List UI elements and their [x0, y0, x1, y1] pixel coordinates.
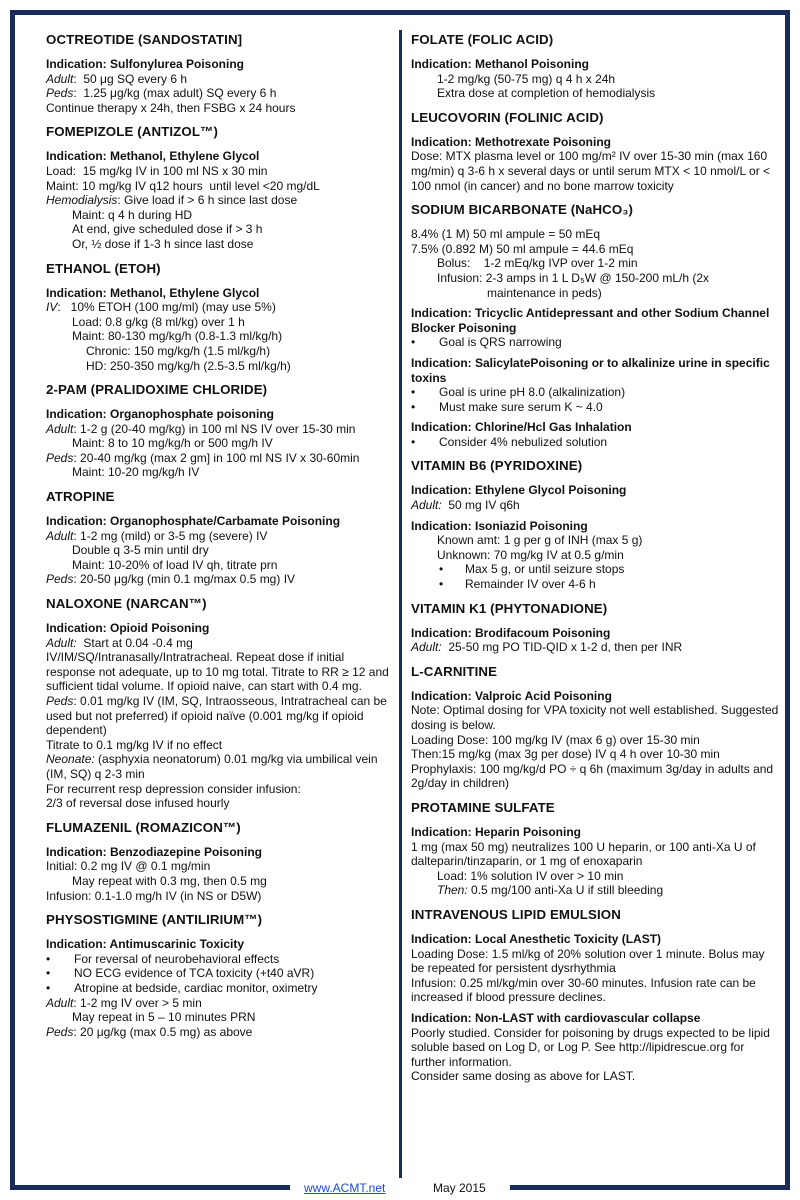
indication-heading: Indication: Organophosphate poisoning [46, 407, 274, 422]
line-text: : 10% ETOH (100 mg/ml) (may use 5%) [57, 300, 276, 315]
section-flumazenil-romazicon [46, 820, 394, 903]
line-text: Start at 0.04 -0.4 mg [76, 635, 193, 650]
line-text: 0.5 mg/100 anti-Xa U if still bleeding [467, 883, 664, 898]
italic-label: Adult [46, 71, 74, 86]
indication-heading: Indication: Non-LAST with cardiovascular collapse [411, 1010, 701, 1025]
italic-label: Peds [46, 572, 74, 587]
dosing-line: For recurrent resp depression consider infusion: [46, 781, 301, 796]
dosing-line [46, 694, 394, 738]
dosing-line [46, 636, 394, 651]
indication-heading: Indication: Sulfonylurea Poisoning [46, 57, 245, 71]
section-folate-folic-acid [411, 32, 781, 101]
dosing-line: Load: 0.8 g/kg (8 ml/kg) over 1 h [72, 314, 245, 329]
dosing-line: 1 mg (max 50 mg) neutralizes 100 U heparin, or 100 anti-Xa U of dalteparin/tinzaparin, or 1 mg of enoxaparin [411, 839, 756, 869]
spacer [411, 350, 781, 354]
dosing-line: Infusion: 0.25 ml/kg/min over 30-60 minutes. Infusion rate can be increased if blood pressure declines. [411, 975, 756, 1005]
section-title: SODIUM BICARBONATE (NaHCO₃) [411, 202, 634, 218]
indication-heading: Indication: Benzodiazepine Poisoning [46, 844, 263, 859]
dosing-line: Maint: 8 to 10 mg/kg/h or 500 mg/h IV [72, 436, 273, 451]
dosing-line: Poorly studied. Consider for poisoning by drugs expected to be lipid soluble based on Log D, or Log P. See http://lipidrescue.org for further information. [411, 1025, 770, 1069]
section-ethanol-etoh [46, 261, 394, 374]
indication-heading: Indication: Methanol, Ethylene Glycol [46, 285, 260, 300]
dosing-line [46, 1025, 394, 1040]
indication-heading: Indication: Tricyclic Antidepressant and other Sodium Channel Blocker Poisoning [411, 306, 770, 335]
dosing-line: Or, ½ dose if 1-3 h since last dose [72, 236, 254, 251]
dosing-line: Known amt: 1 g per g of INH (max 5 g) [437, 533, 643, 548]
indication-heading: Indication: Ethylene Glycol Poisoning [411, 483, 627, 498]
dosing-line: Unknown: 70 mg/kg IV at 0.5 g/min [437, 547, 624, 562]
italic-label: Adult: [411, 498, 442, 513]
section-leucovorin-folinic-acid [411, 110, 781, 193]
dosing-line [46, 300, 394, 315]
dosing-line: Extra dose at completion of hemodialysis [437, 86, 656, 101]
dosing-line [411, 498, 781, 513]
section-fomepizole-antizol [46, 124, 394, 251]
dosing-line: Note: Optimal dosing for VPA toxicity not well established. Suggested dosing is below. [411, 703, 779, 732]
dosing-line: Continue therapy x 24h, then FSBG x 24 hours [46, 100, 296, 115]
bullet-item: • NO ECG evidence of TCA toxicity (+t40 aVR) [46, 966, 394, 981]
indication-heading: Indication: Valproic Acid Poisoning [411, 688, 612, 703]
indication-heading: Indication: Opioid Poisoning [46, 621, 210, 636]
dosing-line: 8.4% (1 M) 50 ml ampule = 50 mEq [411, 227, 601, 242]
left-column [46, 22, 394, 1048]
line-text: 25-50 mg PO TID-QID x 1-2 d, then per INR [441, 640, 683, 655]
section-vitamin-k1-phytonadione [411, 601, 781, 655]
italic-label: Peds [46, 86, 74, 101]
dosing-line [411, 883, 781, 898]
spacer [411, 414, 781, 418]
bullet-item: • Remainder IV over 4-6 h [411, 577, 781, 592]
line-text: : 1.25 μg/kg (max adult) SQ every 6 h [73, 86, 277, 101]
section-title: VITAMIN K1 (PHYTONADIONE) [411, 600, 608, 616]
dosing-line [46, 996, 394, 1011]
dosing-line [46, 529, 394, 544]
italic-label: Peds [46, 1024, 74, 1039]
dosing-line: Dose: MTX plasma level or 100 mg/m² IV over 15-30 min (max 160 mg/min) q 3-6 h x several days or until serum MTX < 10 nmol/L or < 100 nmol (in cancer) and no bone marrow toxicity [411, 149, 771, 193]
section-title: LEUCOVORIN (FOLINIC ACID) [411, 109, 604, 125]
dosing-line: Then:15 mg/kg (max 3g per dose) IV q 4 h over 10-30 min [411, 747, 720, 762]
section-title: 2-PAM (PRALIDOXIME CHLORIDE) [46, 382, 268, 398]
dosing-line: HD: 250-350 mg/kg/h (2.5-3.5 ml/kg/h) [86, 358, 291, 373]
line-text: : 20-50 μg/kg (min 0.1 mg/max 0.5 mg) IV [73, 572, 296, 587]
dosing-line [46, 422, 394, 437]
bullet-item: • Consider 4% nebulized solution [411, 435, 781, 450]
section-title: PROTAMINE SULFATE [411, 799, 555, 815]
section-title: ATROPINE [46, 489, 115, 505]
section-title: PHYSOSTIGMINE (ANTILIRIUM™) [46, 912, 263, 928]
dosing-line: Initial: 0.2 mg IV @ 0.1 mg/min [46, 859, 211, 874]
dosing-line: Load: 1% solution IV over > 10 min [437, 868, 624, 883]
bullet-item: • Max 5 g, or until seizure stops [411, 562, 781, 577]
italic-label: Peds [46, 450, 74, 465]
italic-label: Peds [46, 694, 74, 708]
indication-heading: Indication: Heparin Poisoning [411, 824, 582, 839]
section-2-pam-pralidoxime-chloride [46, 382, 394, 480]
dosing-line: Load: 15 mg/kg IV in 100 ml NS x 30 min [46, 163, 268, 178]
indication-heading: Indication: Organophosphate/Carbamate Poisoning [46, 514, 341, 529]
dosing-line: Loading Dose: 1.5 ml/kg of 20% solution over 1 minute. Bolus may be repeated for persistent dysrhythmia [411, 946, 765, 976]
section-title: NALOXONE (NARCAN™) [46, 596, 207, 612]
indication-heading: Indication: Local Anesthetic Toxicity (LAST) [411, 931, 662, 946]
dosing-line: Titrate to 0.1 mg/kg IV if no effect [46, 737, 223, 752]
section-title: VITAMIN B6 (PYRIDOXINE) [411, 458, 583, 474]
bullet-item: • Must make sure serum K ~ 4.0 [411, 400, 781, 415]
dosing-line: Double q 3-5 min until dry [72, 543, 209, 558]
line-text: : 1-2 mg (mild) or 3-5 mg (severe) IV [73, 528, 268, 543]
line-text: : 0.01 mg/kg IV (IM, SQ, Intraosseous, Intratracheal can be used but not preferred) if opioid naïve (0.001 mg/kg if opioid dependent) [46, 694, 387, 738]
dosing-line: Loading Dose: 100 mg/kg IV (max 6 g) over 15-30 min [411, 732, 700, 747]
dosing-line: IV/IM/SQ/Intranasally/Intratracheal. Repeat dose if initial response not adequate, up to 10 mg total. Titrate to RR ≥ 12 and sufficient tidal volume. If opioid naive, can start with 0.4 mg. [46, 650, 389, 694]
line-text: : 50 μg SQ every 6 h [73, 71, 187, 86]
dosing-line: Maint: 10-20% of load IV qh, titrate prn [72, 557, 278, 572]
italic-label: Neonate: [46, 752, 95, 767]
dosing-line [46, 72, 394, 87]
dosing-line: May repeat with 0.3 mg, then 0.5 mg [72, 873, 267, 888]
italic-label: Then: [437, 883, 468, 898]
section-title: FLUMAZENIL (ROMAZICON™) [46, 819, 241, 835]
section-octreotide-sandostatin [46, 32, 394, 115]
line-text: 50 mg IV q6h [441, 498, 520, 513]
section-title: ETHANOL (ETOH) [46, 260, 161, 276]
section-physostigmine-antilirium [46, 912, 394, 1039]
line-text: : 1-2 g (20-40 mg/kg) in 100 ml NS IV over 15-30 min [73, 421, 356, 436]
italic-label: Adult [46, 421, 74, 436]
spacer [411, 513, 781, 517]
line-text: : 1-2 mg IV over > 5 min [73, 995, 202, 1010]
indication-heading: Indication: Antimuscarinic Toxicity [46, 937, 245, 952]
dosing-line: Maint: 10 mg/kg IV q12 hours until level <20 mg/dL [46, 178, 320, 193]
indication-heading: Indication: Methanol Poisoning [411, 57, 589, 71]
italic-label: Adult: [46, 635, 77, 650]
dosing-line: Infusion: 0.1-1.0 mg/h IV (in NS or D5W) [46, 888, 262, 903]
dosing-line: Maint: 80-130 mg/kg/h (0.8-1.3 ml/kg/h) [72, 329, 283, 344]
bullet-item: • Goal is QRS narrowing [411, 335, 781, 350]
dosing-line: Bolus: 1-2 mEq/kg IVP over 1-2 min [437, 256, 638, 271]
bullet-item: • Goal is urine pH 8.0 (alkalinization) [411, 385, 781, 400]
italic-label: Adult [46, 995, 74, 1010]
footer-date: May 2015 [433, 1181, 486, 1195]
section-title: L-CARNITINE [411, 663, 498, 679]
section-intravenous-lipid-emulsion [411, 907, 781, 1084]
bullet-item: • For reversal of neurobehavioral effects [46, 952, 394, 967]
indication-heading: Indication: Methotrexate Poisoning [411, 134, 612, 149]
italic-label: Hemodialysis [46, 193, 118, 208]
dosing-line: Consider same dosing as above for LAST. [411, 1069, 636, 1084]
footer [0, 1181, 800, 1197]
italic-label: Adult: [411, 640, 442, 655]
dosing-line: May repeat in 5 – 10 minutes PRN [72, 1010, 256, 1025]
section-title: INTRAVENOUS LIPID EMULSION [411, 906, 621, 922]
section-title: OCTREOTIDE (SANDOSTATIN] [46, 32, 243, 47]
section-l-carnitine [411, 664, 781, 791]
dosing-line: At end, give scheduled dose if > 3 h [72, 222, 263, 237]
line-text: : Give load if > 6 h since last dose [117, 193, 298, 208]
dosing-line: Maint: 10-20 mg/kg/h IV [72, 465, 200, 480]
column-divider [399, 30, 402, 1178]
dosing-line: 7.5% (0.892 M) 50 ml ampule = 44.6 mEq [411, 241, 634, 256]
dosing-line [46, 572, 394, 587]
italic-label: Adult [46, 528, 74, 543]
italic-label: IV [46, 300, 58, 315]
spacer [411, 300, 781, 304]
dosing-line: 1-2 mg/kg (50-75 mg) q 4 h x 24h [437, 71, 616, 86]
dosing-line [46, 752, 394, 781]
indication-heading: Indication: Methanol, Ethylene Glycol [46, 149, 260, 164]
dosing-line: Infusion: 2-3 amps in 1 L D₅W @ 150-200 mL/h (2x [437, 270, 710, 285]
indication-heading: Indication: Isoniazid Poisoning [411, 518, 588, 533]
indication-heading: Indication: Chlorine/Hcl Gas Inhalation [411, 420, 632, 435]
section-vitamin-b6-pyridoxine [411, 458, 781, 591]
section-protamine-sulfate [411, 800, 781, 898]
section-title: FOMEPIZOLE (ANTIZOL™) [46, 124, 218, 140]
dosing-line [46, 86, 394, 101]
line-text: : 20 μg/kg (max 0.5 mg) as above [73, 1024, 253, 1039]
dosing-line [46, 193, 394, 208]
indication-heading: Indication: SalicylatePoisoning or to alkalinize urine in specific toxins [411, 355, 770, 385]
dosing-line [411, 640, 781, 655]
acmt-website-link[interactable]: www.ACMT.net [304, 1181, 386, 1195]
section-title: FOLATE (FOLIC ACID) [411, 32, 554, 47]
section-atropine [46, 489, 394, 587]
dosing-line [46, 451, 394, 466]
spacer [411, 1005, 781, 1009]
indication-heading: Indication: Brodifacoum Poisoning [411, 625, 611, 640]
dosing-line: maintenance in peds) [487, 285, 602, 300]
dosing-line: 2/3 of reversal dose infused hourly [46, 796, 230, 811]
line-text: (asphyxia neonatorum) 0.01 mg/kg via umbilical vein (IM, SQ) q 2-3 min [46, 752, 378, 781]
dosing-line: Maint: q 4 h during HD [72, 207, 193, 222]
section-sodium-bicarbonate-nahco [411, 202, 781, 449]
dosing-line: Prophylaxis: 100 mg/kg/d PO ÷ q 6h (maximum 3g/day in adults and 2g/day in children) [411, 761, 774, 791]
section-naloxone-narcan [46, 596, 394, 811]
dosing-line: Chronic: 150 mg/kg/h (1.5 ml/kg/h) [86, 343, 271, 358]
right-column [411, 22, 781, 1093]
bullet-item: • Atropine at bedside, cardiac monitor, oximetry [46, 981, 394, 996]
line-text: : 20-40 mg/kg (max 2 gm] in 100 ml NS IV x 30-60min [73, 450, 360, 465]
